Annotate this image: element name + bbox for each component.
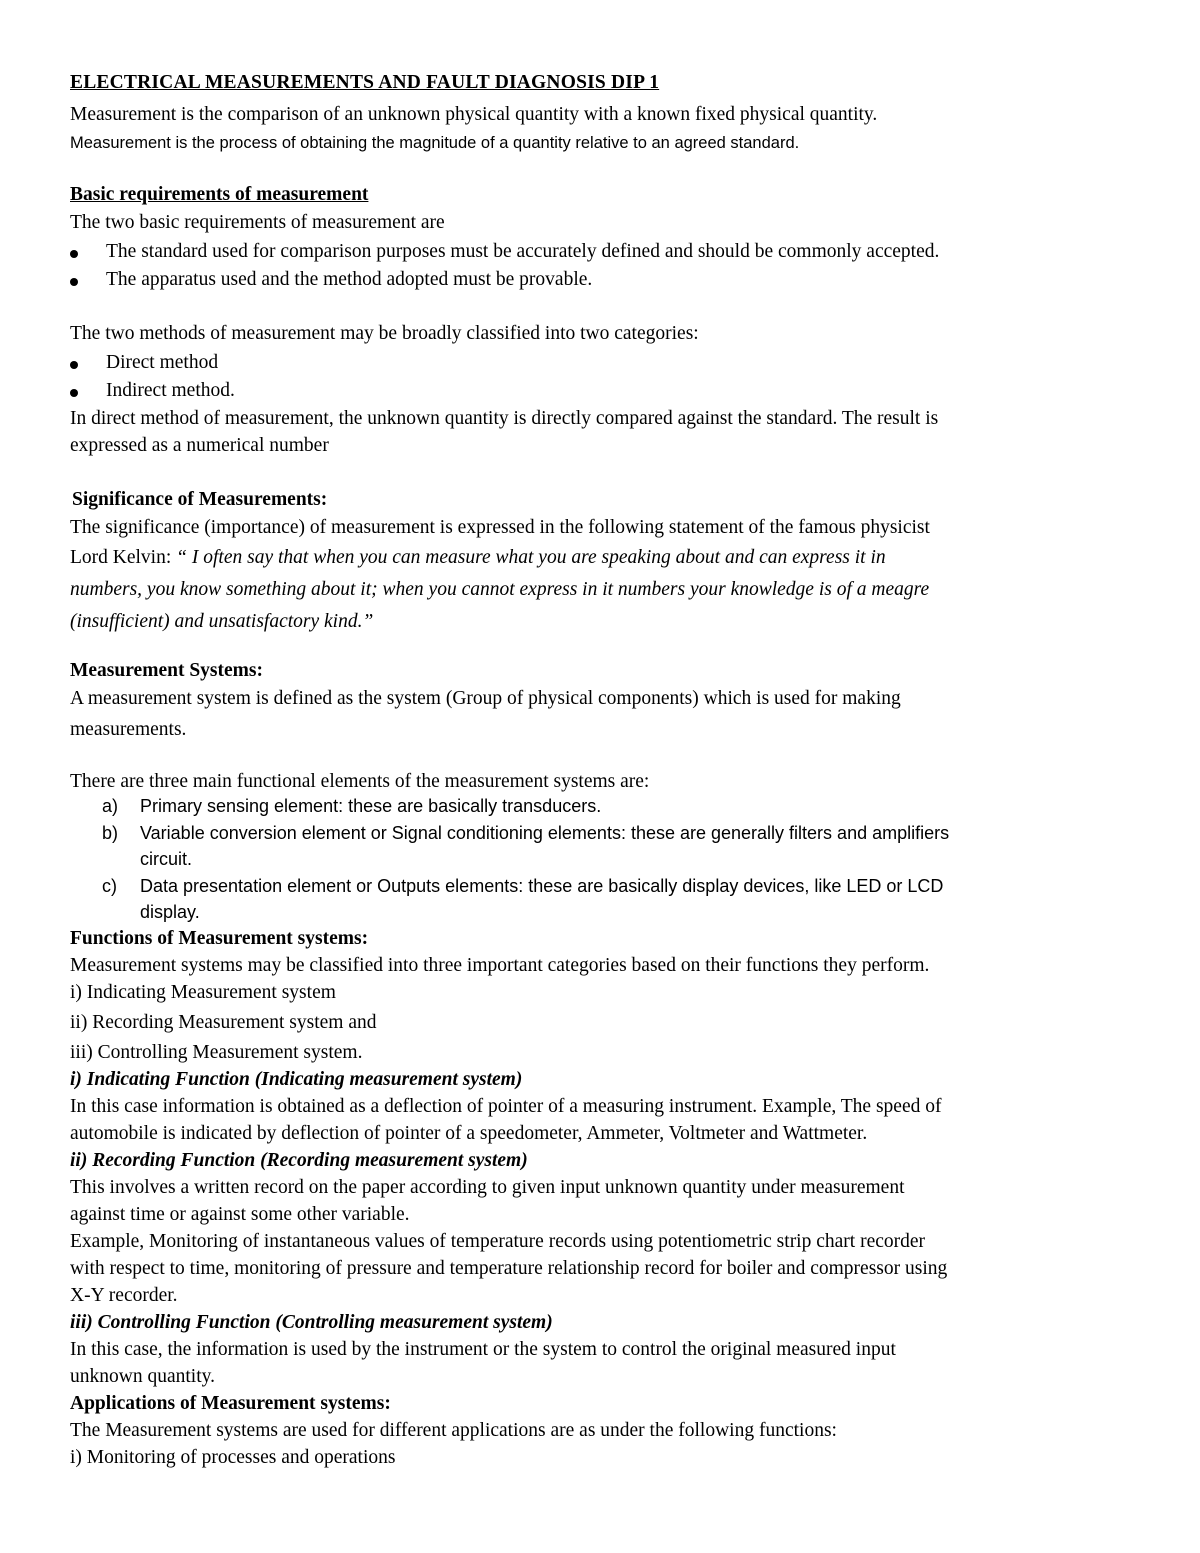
significance-line-1: The significance (importance) of measurement is expressed in the following statement of the famous physicist — [70, 517, 930, 538]
systems-line-2: measurements. — [70, 719, 187, 740]
controlling-line-2: unknown quantity. — [70, 1366, 215, 1387]
applications-line-1: The Measurement systems are used for different applications are as under the following functions: — [70, 1420, 837, 1441]
functions-lead: Measurement systems may be classified into three important categories based on their functions they perform. — [70, 955, 930, 976]
indicating-line-1: In this case information is obtained as a deflection of pointer of a measuring instrument. Example, The speed of — [70, 1096, 942, 1117]
list-item-text: Variable conversion element or Signal conditioning elements: these are generally filters and amplifiers — [140, 823, 950, 843]
bullet-text: The apparatus used and the method adopted must be provable. — [106, 269, 593, 290]
basic-requirements-heading: Basic requirements of measurement — [70, 184, 369, 205]
bullet-icon — [70, 361, 78, 369]
functions-list-item: i) Indicating Measurement system — [70, 982, 336, 1003]
applications-heading: Applications of Measurement systems: — [70, 1393, 391, 1414]
bullet-icon — [70, 389, 78, 397]
list-item-text: Data presentation element or Outputs elements: these are basically display devices, like LED or LCD — [140, 876, 944, 896]
systems-line-1: A measurement system is defined as the system (Group of physical components) which is used for making — [70, 688, 901, 709]
significance-line-2-prefix: Lord Kelvin: — [70, 547, 177, 568]
list-item-continuation: display. — [140, 902, 200, 922]
recording-line-1: This involves a written record on the paper according to given input unknown quantity under measurement — [70, 1177, 905, 1198]
recording-heading: ii) Recording Function (Recording measurement system) — [70, 1150, 528, 1171]
basic-requirements-lead: The two basic requirements of measurement are — [70, 212, 445, 233]
list-item-text: Primary sensing element: these are basically transducers. — [140, 796, 602, 816]
indicating-heading: i) Indicating Function (Indicating measurement system) — [70, 1069, 523, 1090]
list-marker: a) — [102, 796, 119, 816]
bullet-text: Direct method — [106, 352, 219, 373]
recording-line-2: against time or against some other variable. — [70, 1204, 410, 1225]
intro-line-1: Measurement is the comparison of an unknown physical quantity with a known fixed physical quantity. — [70, 104, 878, 125]
recording-line-3: Example, Monitoring of instantaneous values of temperature records using potentiometric strip chart recorder — [70, 1231, 926, 1252]
kelvin-quote: “ I often say that when you can measure what you are speaking about and can express it in — [176, 547, 886, 568]
applications-line-2: i) Monitoring of processes and operations — [70, 1447, 396, 1468]
methods-para-line-2: expressed as a numerical number — [70, 435, 329, 456]
significance-heading: Significance of Measurements: — [72, 489, 328, 510]
recording-line-4: with respect to time, monitoring of pressure and temperature relationship record for boiler and compressor using — [70, 1258, 948, 1279]
bullet-text: Indirect method. — [106, 380, 235, 401]
intro-line-2: Measurement is the process of obtaining the magnitude of a quantity relative to an agreed standard. — [70, 134, 800, 152]
controlling-heading: iii) Controlling Function (Controlling measurement system) — [70, 1312, 553, 1333]
list-marker: c) — [102, 876, 117, 896]
functions-list-item: ii) Recording Measurement system and — [70, 1012, 377, 1033]
methods-lead: The two methods of measurement may be broadly classified into two categories: — [70, 323, 699, 344]
bullet-text: The standard used for comparison purposes must be accurately defined and should be commonly accepted. — [106, 241, 940, 262]
kelvin-quote-line-3: numbers, you know something about it; when you cannot express in it numbers your knowledge is of a meagre — [70, 579, 930, 600]
indicating-line-2: automobile is indicated by deflection of pointer of a speedometer, Ammeter, Voltmeter and Wattmeter. — [70, 1123, 868, 1144]
recording-line-5: X-Y recorder. — [70, 1285, 178, 1306]
bullet-icon — [70, 250, 78, 258]
controlling-line-1: In this case, the information is used by the instrument or the system to control the original measured input — [70, 1339, 896, 1360]
list-item-continuation: circuit. — [140, 849, 193, 869]
elements-lead: There are three main functional elements of the measurement systems are: — [70, 771, 650, 792]
systems-heading: Measurement Systems: — [70, 660, 263, 681]
functions-heading: Functions of Measurement systems: — [70, 928, 369, 949]
kelvin-quote-line-4: (insufficient) and unsatisfactory kind.” — [70, 611, 374, 632]
document-title: ELECTRICAL MEASUREMENTS AND FAULT DIAGNOSIS DIP 1 — [70, 72, 660, 93]
bullet-icon — [70, 278, 78, 286]
methods-para-line-1: In direct method of measurement, the unknown quantity is directly compared against the standard. The result is — [70, 408, 939, 429]
list-marker: b) — [102, 823, 119, 843]
significance-line-2 — [70, 547, 886, 569]
functions-list-item: iii) Controlling Measurement system. — [70, 1042, 363, 1063]
